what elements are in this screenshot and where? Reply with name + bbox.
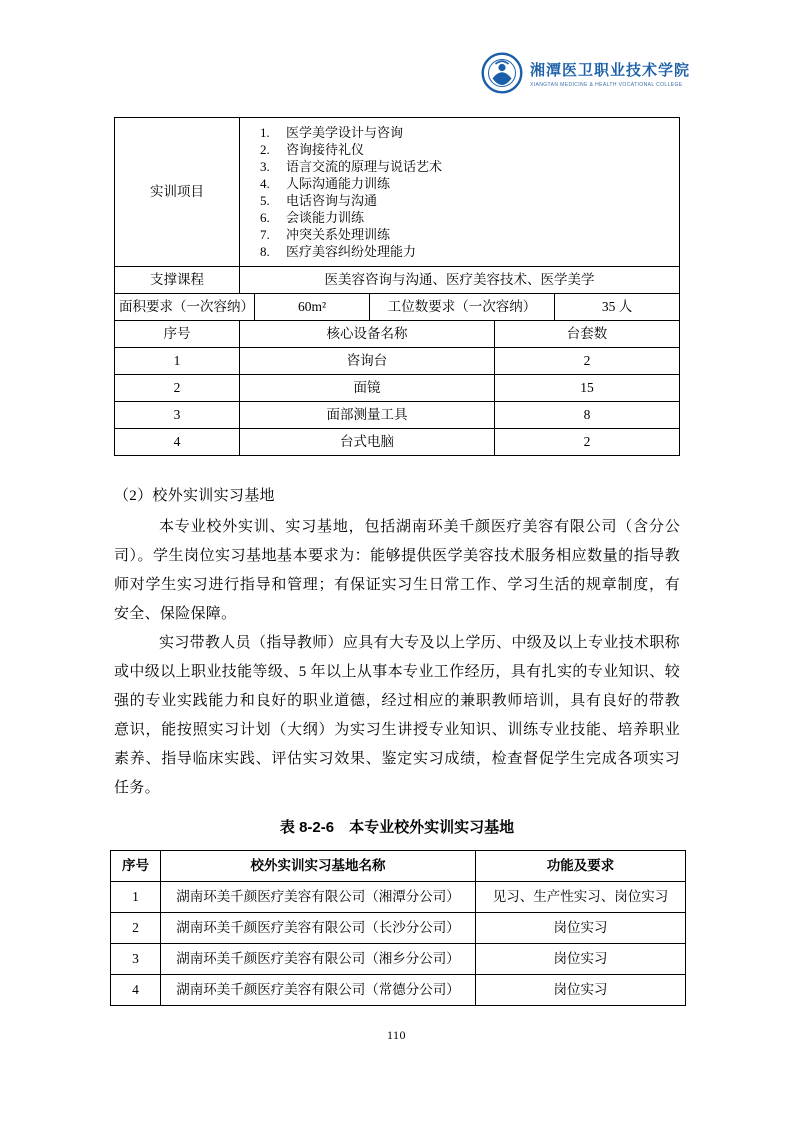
equipment-count: 2 [495, 348, 680, 375]
external-base-row [111, 913, 686, 944]
base-function: 岗位实习 [476, 944, 686, 975]
external-base-row [111, 882, 686, 913]
equipment-header-name: 核心设备名称 [240, 321, 495, 348]
equipment-name: 面部测量工具 [240, 402, 495, 429]
training-item [260, 124, 673, 141]
training-item [260, 141, 673, 158]
equipment-name: 台式电脑 [240, 429, 495, 456]
training-item [260, 158, 673, 175]
section-body [114, 513, 680, 803]
equipment-header-count: 台套数 [495, 321, 680, 348]
training-item-text: 人际沟通能力训练 [286, 176, 391, 191]
equipment-no: 2 [115, 375, 240, 402]
training-item [260, 243, 673, 260]
training-items-cell [240, 118, 680, 267]
training-item-text: 医学美学设计与咨询 [286, 125, 404, 140]
equipment-header-row [115, 321, 680, 348]
equipment-count: 15 [495, 375, 680, 402]
paragraph: 实习带教人员（指导教师）应具有大专及以上学历、中级及以上专业技术职称或中级以上职业技能等级、5 年以上从事本专业工作经历，具有扎实的专业知识、较强的专业实践能力和良好的职业道德，经过相应的兼职教师培训，具有良好的带教意识，能按照实习计划（大纲）为实习生讲授专业知识、训练专业技能、培养职业素养、指导临床实践、评估实习效果、鉴定实习成绩，检查督促学生完成各项实习任务。 [114, 635, 680, 796]
training-base-table [114, 117, 680, 456]
training-item [260, 175, 673, 192]
equipment-row [115, 429, 680, 456]
header-no: 序号 [111, 851, 161, 882]
support-course-value: 医美容咨询与沟通、医疗美容技术、医学美学 [240, 267, 680, 294]
workstation-value: 35 人 [555, 294, 680, 321]
equipment-count: 8 [495, 402, 680, 429]
header-function: 功能及要求 [476, 851, 686, 882]
training-item-text: 会谈能力训练 [286, 210, 365, 225]
support-course-label: 支撑课程 [115, 267, 240, 294]
base-name: 湖南环美千颜医疗美容有限公司（长沙分公司） [161, 913, 476, 944]
page-number: 110 [386, 1028, 407, 1042]
base-function: 岗位实习 [476, 913, 686, 944]
area-label: 面积要求（一次容纳） [115, 294, 255, 321]
training-item-text: 语言交流的原理与说话艺术 [286, 159, 443, 174]
base-name: 湖南环美千颜医疗美容有限公司（湘乡分公司） [161, 944, 476, 975]
training-item-text: 电话咨询与沟通 [286, 193, 378, 208]
workstation-label: 工位数要求（一次容纳） [370, 294, 555, 321]
college-logo [481, 52, 690, 94]
training-item-number: 1. [260, 125, 270, 140]
area-value: 60m² [255, 294, 370, 321]
training-item-number: 8. [260, 244, 270, 259]
table-caption: 表 8-2-6 本专业校外实训实习基地 [279, 819, 515, 836]
training-item-number: 7. [260, 227, 270, 242]
base-function: 岗位实习 [476, 975, 686, 1006]
area-requirement-row [115, 294, 680, 321]
equipment-row [115, 348, 680, 375]
college-name-block [530, 59, 690, 88]
equipment-no: 1 [115, 348, 240, 375]
page-content [0, 117, 793, 1006]
training-items-label: 实训项目 [115, 118, 240, 267]
base-no: 2 [111, 913, 161, 944]
external-base-row [111, 975, 686, 1006]
paragraph: 本专业校外实训、实习基地，包括湖南环美千颜医疗美容有限公司（含分公司）。学生岗位实习基地基本要求为：能够提供医学美容技术服务相应数量的指导教师对学生实习进行指导和管理；有保证实习生日常工作、学习生活的规章制度，有安全、保险保障。 [114, 519, 680, 622]
equipment-header-no: 序号 [115, 321, 240, 348]
base-no: 1 [111, 882, 161, 913]
training-item-number: 2. [260, 142, 270, 157]
header-base-name: 校外实训实习基地名称 [161, 851, 476, 882]
training-item-number: 3. [260, 159, 270, 174]
external-base-row [111, 944, 686, 975]
external-table-header-row [111, 851, 686, 882]
external-bases-table [110, 850, 686, 1006]
college-name-en: XIANGTAN MEDICINE & HEALTH VOCATIONAL COLLEGE [529, 81, 683, 88]
training-item [260, 226, 673, 243]
college-name-cn: 湘潭医卫职业技术学院 [529, 62, 690, 79]
equipment-name: 面镜 [240, 375, 495, 402]
training-item-number: 6. [260, 210, 270, 225]
training-item-number: 5. [260, 193, 270, 208]
equipment-no: 3 [115, 402, 240, 429]
base-name: 湖南环美千颜医疗美容有限公司（湘潭分公司） [161, 882, 476, 913]
training-items-row [115, 118, 680, 267]
base-no: 3 [111, 944, 161, 975]
base-no: 4 [111, 975, 161, 1006]
support-course-row [115, 267, 680, 294]
section-heading: （2）校外实训实习基地 [114, 488, 275, 504]
base-function: 见习、生产性实习、岗位实习 [476, 882, 686, 913]
training-item [260, 209, 673, 226]
training-item [260, 192, 673, 209]
equipment-name: 咨询台 [240, 348, 495, 375]
equipment-row [115, 402, 680, 429]
document-header [0, 0, 793, 94]
training-item-text: 咨询接待礼仪 [286, 142, 365, 157]
college-logo-icon [481, 52, 523, 94]
equipment-no: 4 [115, 429, 240, 456]
training-item-text: 医疗美容纠纷处理能力 [286, 244, 417, 259]
equipment-count: 2 [495, 429, 680, 456]
training-item-number: 4. [260, 176, 270, 191]
training-item-text: 冲突关系处理训练 [286, 227, 391, 242]
base-name: 湖南环美千颜医疗美容有限公司（常德分公司） [161, 975, 476, 1006]
equipment-row [115, 375, 680, 402]
